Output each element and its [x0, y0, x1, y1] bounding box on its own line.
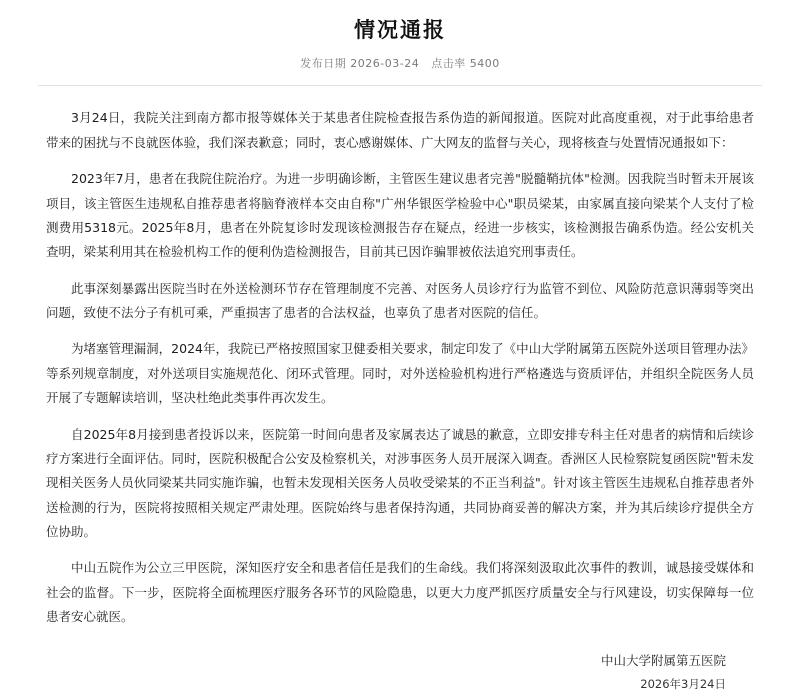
views-label: 点击率	[431, 57, 466, 71]
publish-date-value: 2026-03-24	[350, 57, 420, 71]
page-title: 情况通报	[354, 18, 446, 42]
signature-block	[0, 648, 726, 696]
paragraph: 中山五院作为公立三甲医院，深知医疗安全和患者信任是我们的生命线。我们将深刻汲取此次事件的教训，诚恳接受媒体和社会的监督。下一步，医院将全面梳理医疗服务各环节的风险隐患，以更大力度严抓医疗质量安全与行风建设，切实保障每一位患者安心就医。	[46, 560, 754, 625]
publish-date-label: 发布日期	[300, 57, 347, 71]
paragraph: 为堵塞管理漏洞，2024年，我院已严格按照国家卫健委相关要求，制定印发了《中山大学附属第五医院外送项目管理办法》等系列规章制度，对外送项目实施规范化、闭环式管理。同时，对外送检验机构进行严格遴选与资质评估，并组织全院医务人员开展了专题解读培训，坚决杜绝此类事件再次发生。	[46, 341, 754, 406]
paragraph: 2023年7月，患者在我院住院治疗。为进一步明确诊断，主管医生建议患者完善"脱髓鞘抗体"检测。因我院当时暂未开展该项目，该主管医生违规私自推荐患者将脑脊液样本交由自称"广州华银医学检验中心"职员梁某，由家属直接向梁某个人支付了检测费用5318元。2025年8月，患者在外院复诊时发现该检测报告存在疑点，经进一步核实，该检测报告确系伪造。经公安机关查明，梁某利用其在检验机构工作的便利伪造检测报告，目前其已因诈骗罪被依法追究刑事责任。	[46, 171, 754, 260]
paragraph: 3月24日，我院关注到南方都市报等媒体关于某患者住院检查报告系伪造的新闻报道。医院对此高度重视，对于此事给患者带来的困扰与不良就医体验，我们深表歉意；同时，衷心感谢媒体、广大网友的监督与关心，现将核查与处置情况通报如下：	[46, 110, 754, 150]
views-count: 5400	[469, 57, 500, 71]
document-page	[0, 16, 800, 691]
paragraph: 自2025年8月接到患者投诉以来，医院第一时间向患者及家属表达了诚恳的歉意，立即安排专科主任对患者的病情和后续诊疗方案进行全面评估。同时，医院积极配合公安及检察机关，对涉事医务人员开展深入调查。香洲区人民检察院复函医院"暂未发现相关医务人员伙同梁某共同实施诈骗，也暂未发现相关医务人员收受梁某的不正当利益"。针对该主管医生违规私自推荐患者外送检测的行为，医院将按照相关规定严肃处理。医院始终与患者保持沟通，共同协商妥善的解决方案，并为其后续诊疗提供全方位协助。	[46, 426, 754, 540]
signature-date: 2026年3月24日	[640, 676, 726, 691]
signature-organization: 中山大学附属第五医院	[600, 652, 726, 668]
document-meta	[0, 55, 800, 71]
paragraph: 此事深刻暴露出医院当时在外送检测环节存在管理制度不完善、对医务人员诊疗行为监管不到位、风险防范意识薄弱等突出问题，致使不法分子有机可乘，严重损害了患者的合法权益，也辜负了患者对医院的信任。	[46, 280, 754, 321]
document-body	[0, 86, 800, 629]
